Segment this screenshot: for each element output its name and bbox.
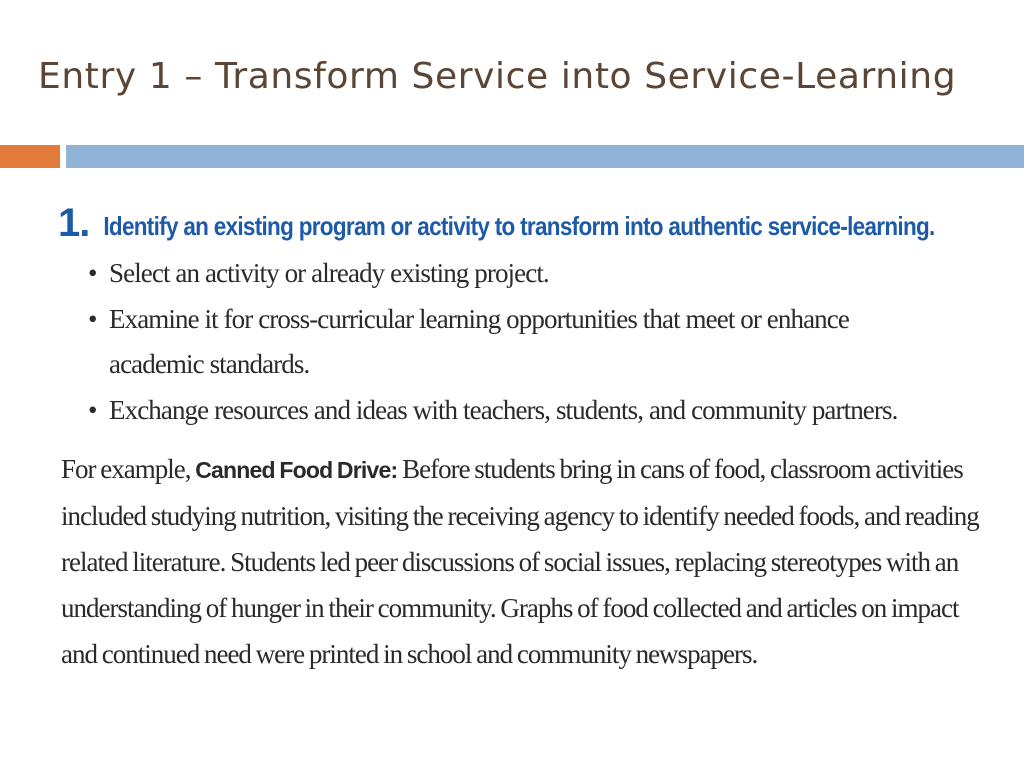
example-lead: For example, — [61, 454, 191, 484]
slide-content — [58, 200, 978, 677]
title-accent-bar — [0, 145, 60, 168]
bullet-icon: • — [88, 258, 97, 288]
example-name: Canned Food Drive: — [195, 457, 398, 483]
bullet-text: Examine it for cross-curricular learning opportunities that meet or enhance academic standards. — [109, 304, 849, 379]
step-heading-text: Identify an existing program or activity to transform into authentic service-learning. — [103, 212, 935, 241]
bullet-list — [58, 250, 978, 434]
step-heading — [58, 200, 978, 246]
bullet-text: Exchange resources and ideas with teachers, students, and community partners. — [109, 395, 898, 425]
bullet-item — [88, 297, 849, 387]
slide-title: Entry 1 – Transform Service into Service-Learning — [38, 56, 957, 97]
title-divider-bar — [66, 145, 1024, 168]
example-paragraph — [61, 446, 981, 677]
bullet-icon: • — [88, 304, 97, 334]
bullet-text: Select an activity or already existing project. — [109, 258, 549, 288]
bullet-item — [88, 250, 978, 297]
bullet-item — [88, 387, 978, 434]
bullet-icon: • — [88, 395, 97, 425]
example-text: Before students bring in cans of food, classroom activities included studying nutrition, visiting the receiving agency to identify needed foods, and reading related literature. Students led peer discussions of social issues, replacing stereotypes with an understanding of hunger in their community. Graphs of food collected and articles on impact and continued need were printed in school and community newspapers. — [61, 454, 979, 669]
step-number: 1. — [58, 201, 90, 245]
